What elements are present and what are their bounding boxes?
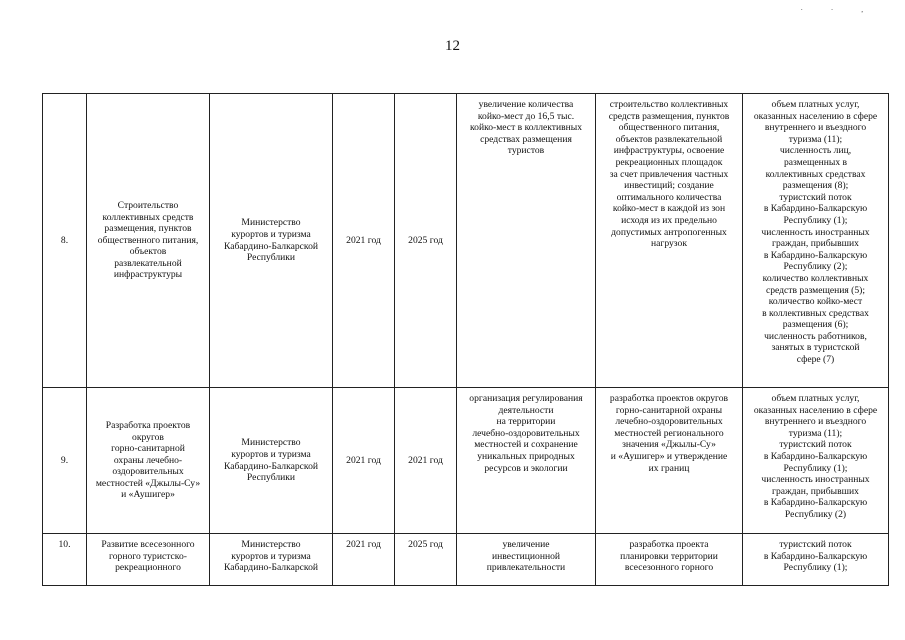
measure-name: Развитие всесезонного горного туристско- рекреационного <box>87 534 210 586</box>
executor: Министерство курортов и туризма Кабардино-Балкарской <box>210 534 333 586</box>
indicators: туристский поток в Кабардино-Балкарскую Республику (1); <box>743 534 889 586</box>
corner-mark-1: ·· <box>800 6 862 14</box>
start-year: 2021 год <box>333 534 395 586</box>
executor: Министерство курортов и туризма Кабардино-Балкарской Республики <box>210 388 333 534</box>
indicators: объем платных услуг, оказанных населению в сфере внутреннего и въездного туризма (11); численность лиц, размещенных в коллективных средствах размещения (8); туристский поток в Кабардино-Балкарскую Республику (1); численность иностранных граждан, прибывших в Кабардино-Балкарскую Республику (2); количество коллективных средств размещения (5); количество койко-мест в коллективных средствах размещения (6); численность работников, занятых в туристской сфере (7) <box>743 94 889 388</box>
corner-marks <box>801 6 891 14</box>
measure-content: разработка проектов округов горно-санитарной охраны лечебно-оздоровительных местностей регионального значения «Джылы-Су» и «Аушигер» и утверждение их границ <box>596 388 743 534</box>
table-row <box>43 94 889 388</box>
expected-result: увеличение количества койко-мест до 16,5 тыс. койко-мест в коллективных средствах размещения туристов <box>457 94 596 388</box>
start-year: 2021 год <box>333 388 395 534</box>
corner-mark-2: , <box>861 6 891 14</box>
end-year: 2021 год <box>395 388 457 534</box>
end-year: 2025 год <box>395 534 457 586</box>
row-number: 9. <box>43 388 87 534</box>
expected-result: увеличение инвестиционной привлекательности <box>457 534 596 586</box>
end-year: 2025 год <box>395 94 457 388</box>
table-row <box>43 534 889 586</box>
measure-content: строительство коллективных средств размещения, пунктов общественного питания, объектов развлекательной инфраструктуры, освоение рекреационных площадок за счет привлечения частных инвестиций; создание оптимального количества койко-мест в каждой из зон исходя из их предельно допустимых антропогенных нагрузок <box>596 94 743 388</box>
table-row <box>43 388 889 534</box>
page-number: 12 <box>445 38 460 54</box>
start-year: 2021 год <box>333 94 395 388</box>
executor: Министерство курортов и туризма Кабардино-Балкарской Республики <box>210 94 333 388</box>
expected-result: организация регулирования деятельности на территории лечебно-оздоровительных местностей и сохранение уникальных природных ресурсов и экологии <box>457 388 596 534</box>
measure-name: Разработка проектов округов горно-санитарной охраны лечебно- оздоровительных местностей «Джылы-Су» и «Аушигер» <box>87 388 210 534</box>
measure-name: Строительство коллективных средств размещения, пунктов общественного питания, объектов развлекательной инфраструктуры <box>87 94 210 388</box>
program-measures-table <box>42 93 889 586</box>
indicators: объем платных услуг, оказанных населению в сфере внутреннего и въездного туризма (11); туристский поток в Кабардино-Балкарскую Республику (1); численность иностранных граждан, прибывших в Кабардино-Балкарскую Республику (2) <box>743 388 889 534</box>
row-number: 10. <box>43 534 87 586</box>
row-number: 8. <box>43 94 87 388</box>
measure-content: разработка проекта планировки территории всесезонного горного <box>596 534 743 586</box>
